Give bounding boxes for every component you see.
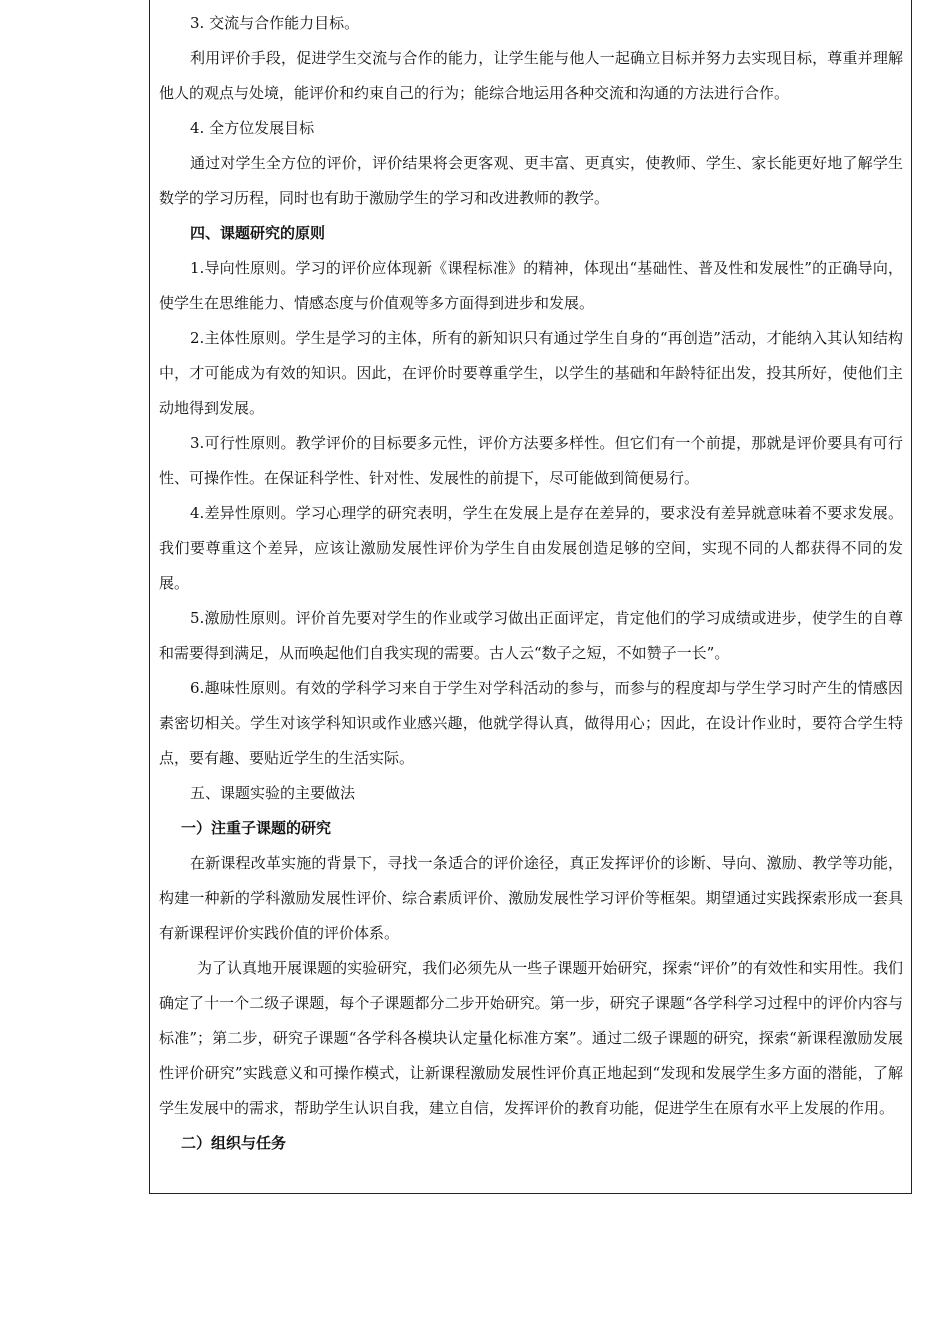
- section-heading: 一）注重子课题的研究: [181, 819, 332, 837]
- section-heading: 二）组织与任务: [181, 1134, 287, 1152]
- paragraph: 2.主体性原则。学生是学习的主体，所有的新知识只有通过学生自身的“再创造”活动，才能纳入其认知结构中，才可能成为有效的知识。因此，在评价时要尊重学生，以学生的基础和年龄特征出发，投其所好，使他们主动地得到发展。: [159, 329, 903, 417]
- paragraph: 1.导向性原则。学习的评价应体现新《课程标准》的精神，体现出“基础性、普及性和发展性”的正确导向，使学生在思维能力、情感态度与价值观等多方面得到进步和发展。: [159, 259, 903, 312]
- paragraph: 3.可行性原则。教学评价的目标要多元性，评价方法要多样性。但它们有一个前提，那就是评价要具有可行性、可操作性。在保证科学性、针对性、发展性的前提下，尽可能做到简便易行。: [159, 434, 903, 487]
- paragraph: 5.激励性原则。评价首先要对学生的作业或学习做出正面评定，肯定他们的学习成绩或进步，使学生的自尊和需要得到满足，从而唤起他们自我实现的需要。古人云“数子之短，不如赞子一长”。: [159, 609, 903, 662]
- paragraph: 为了认真地开展课题的实验研究，我们必须先从一些子课题开始研究，探索“评价”的有效性和实用性。我们确定了十一个二级子课题，每个子课题都分二步开始研究。第一步，研究子课题“各学科学习过程中的评价内容与标准”；第二步，研究子课题“各学科各模块认定量化标准方案”。通过二级子课题的研究，探索“新课程激励发展性评价研究”实践意义和可操作模式，让新课程激励发展性评价真正地起到“发现和发展学生多方面的潜能，了解学生发展中的需求，帮助学生认识自我，建立自信，发挥评价的教育功能，促进学生在原有水平上发展的作用。: [159, 959, 903, 1117]
- paragraph: 4.差异性原则。学习心理学的研究表明，学生在发展上是存在差异的，要求没有差异就意味着不要求发展。我们要尊重这个差异，应该让激励发展性评价为学生自由发展创造足够的空间，实现不同的人都获得不同的发展。: [159, 504, 903, 592]
- paragraph: 4. 全方位发展目标: [190, 119, 315, 137]
- document-frame: [149, 0, 912, 1194]
- paragraph: 通过对学生全方位的评价，评价结果将会更客观、更丰富、更真实，使教师、学生、家长能更好地了解学生数学的学习历程，同时也有助于激励学生的学习和改进教师的教学。: [159, 154, 903, 207]
- paragraph: 利用评价手段，促进学生交流与合作的能力，让学生能与他人一起确立目标并努力去实现目标，尊重并理解他人的观点与处境，能评价和约束自己的行为；能综合地运用各种交流和沟通的方法进行合作。: [159, 49, 903, 102]
- paragraph: 6.趣味性原则。有效的学科学习来自于学生对学科活动的参与，而参与的程度却与学生学习时产生的情感因素密切相关。学生对该学科知识或作业感兴趣，他就学得认真，做得用心；因此，在设计作业时，要符合学生特点，要有趣、要贴近学生的生活实际。: [159, 679, 903, 767]
- section-heading: 四、课题研究的原则: [190, 224, 326, 242]
- paragraph: 五、课题实验的主要做法: [190, 784, 356, 802]
- paragraph: 3. 交流与合作能力目标。: [190, 14, 360, 32]
- paragraph: 在新课程改革实施的背景下，寻找一条适合的评价途径，真正发挥评价的诊断、导向、激励、教学等功能，构建一种新的学科激励发展性评价、综合素质评价、激励发展性学习评价等框架。期望通过实践探索形成一套具有新课程评价实践价值的评价体系。: [159, 854, 903, 942]
